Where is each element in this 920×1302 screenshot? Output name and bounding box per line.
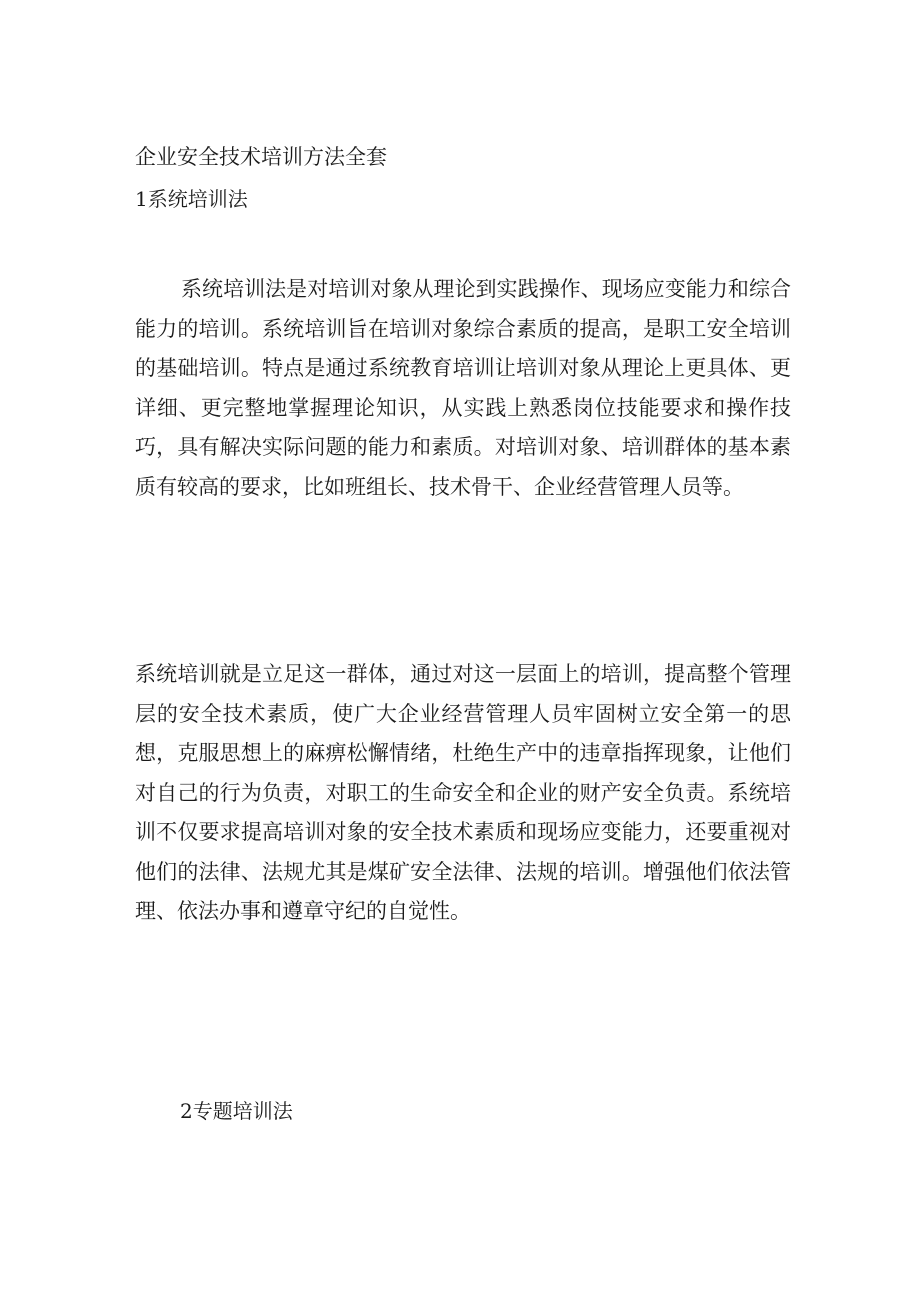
section-1-paragraph-1: 系统培训法是对培训对象从理论到实践操作、现场应变能力和综合能力的培训。系统培训旨在培训对象综合素质的提高，是职工安全培训的基础培训。特点是通过系统教育培训让培训对象从理论上更具体、更详细、更完整地掌握理论知识，从实践上熟悉岗位技能要求和操作技巧，具有解决实际问题的能力和素质。对培训对象、培训群体的基本素质有较高的要求，比如班组长、技术骨干、企业经营管理人员等。: [135, 277, 791, 499]
section-heading-1: 1系统培训法: [135, 187, 248, 211]
section-1-paragraph-2: 系统培训就是立足这一群体，通过对这一层面上的培训，提高整个管理层的安全技术素质，使广大企业经营管理人员牢固树立安全第一的思想，克服思想上的麻痹松懈情绪，杜绝生产中的违章指挥现象，让他们对自己的行为负责，对职工的生命安全和企业的财产安全负责。系统培训不仅要求提高培训对象的安全技术素质和现场应变能力，还要重视对他们的法律、法规尤其是煤矿安全法律、法规的培训。增强他们依法管理、依法办事和遵章守纪的自觉性。: [135, 662, 791, 923]
section-heading-2: 2专题培训法: [180, 1099, 293, 1123]
document-title: 企业安全技术培训方法全套: [135, 145, 387, 169]
